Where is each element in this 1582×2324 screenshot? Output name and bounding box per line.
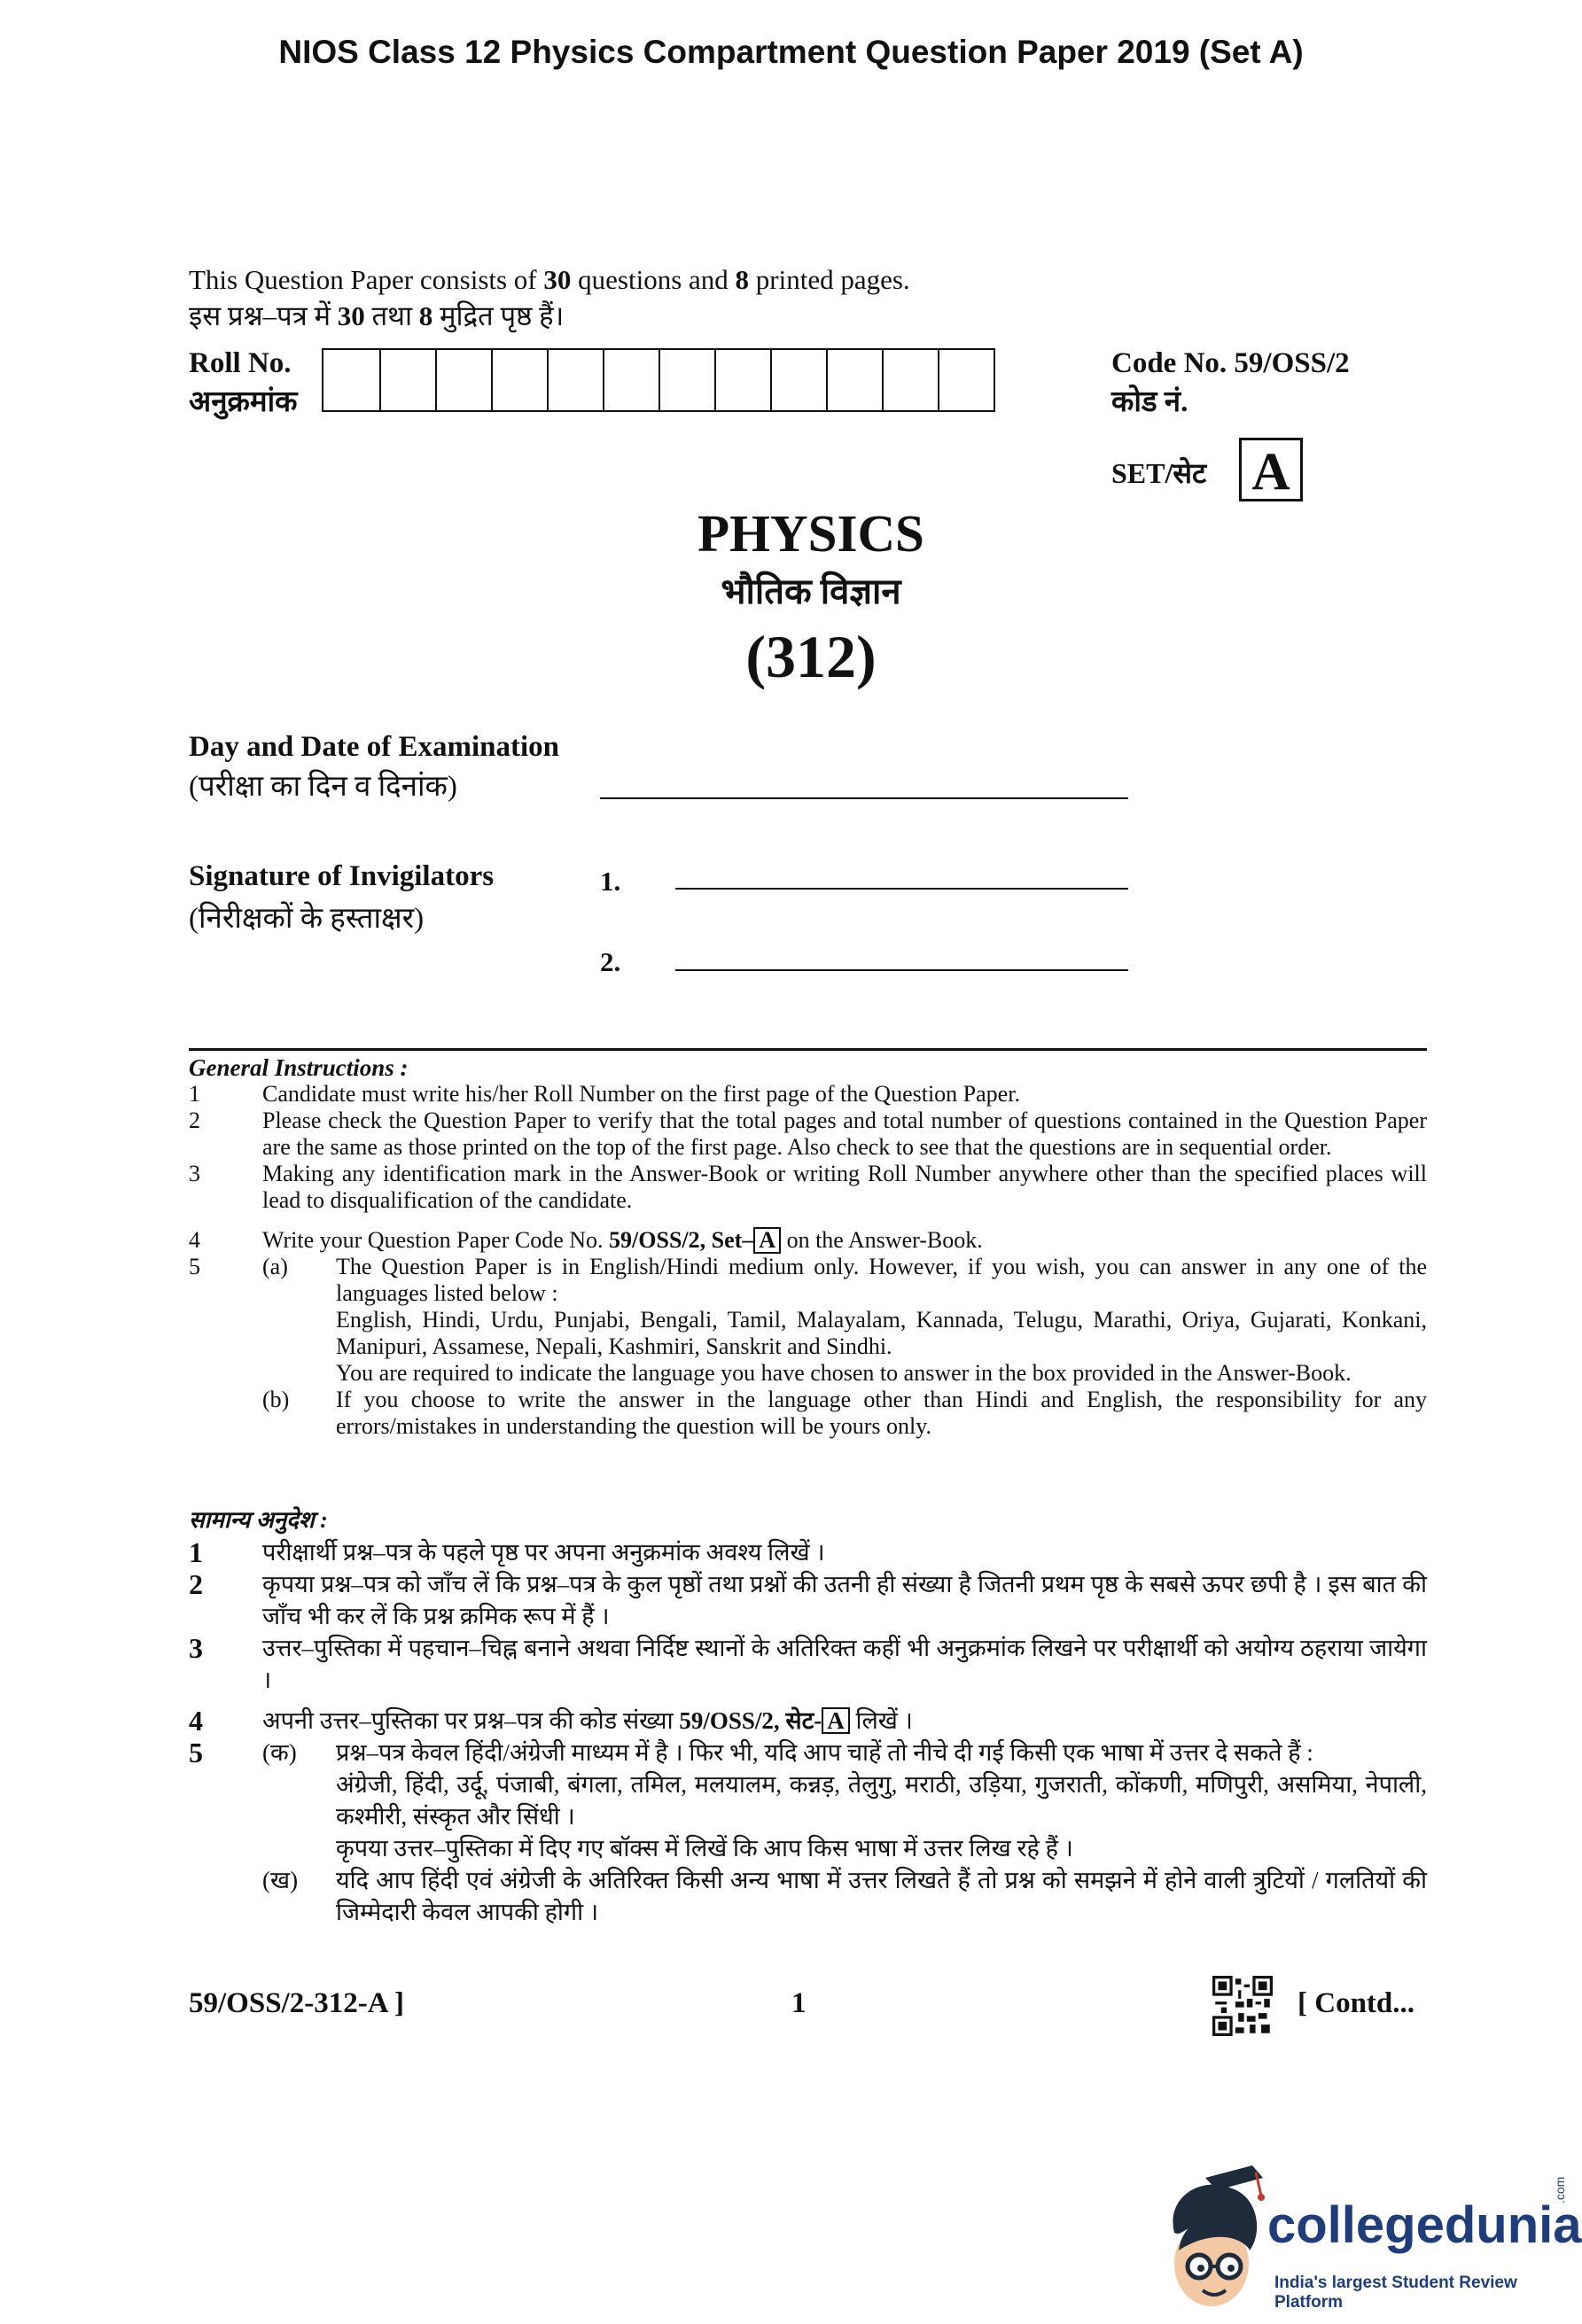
subject-name-hi: भौतिक विज्ञान — [721, 571, 901, 611]
set-label: SET/सेट — [1111, 457, 1207, 489]
signature-label-en: Signature of Invigilators — [189, 860, 495, 892]
footer-paper-code: 59/OSS/2-312-A ] — [189, 1987, 404, 2019]
consists-en: This Question Paper consists of 30 questions and 8 printed pages. — [189, 264, 910, 295]
day-date-label-hi: (परीक्षा का दिन व दिनांक) — [189, 771, 457, 803]
instruction-item: 1 Candidate must write his/her Roll Number on the first page of the Question Paper. — [189, 1081, 1020, 1107]
general-instructions-en — [189, 1054, 1427, 1440]
roll-number-cell[interactable] — [826, 350, 882, 410]
consists-hi: इस प्रश्न–पत्र में 30 तथा 8 मुद्रित पृष्ठ हैं। — [189, 300, 565, 331]
roll-number-cell[interactable] — [379, 350, 435, 410]
subject-heading — [620, 500, 1001, 696]
brand-tagline: India's largest Student Review Platform — [1274, 2273, 1517, 2312]
instruction-item: 3 Making any identification mark in the Answer-Book or writing Roll Number anywhere other than the specified places will lead to disqualification of the candidate. — [189, 1161, 1427, 1213]
code-value: 59/OSS/2 — [1234, 347, 1350, 379]
roll-number-cell[interactable] — [435, 350, 491, 410]
day-date-label-en: Day and Date of Examination — [189, 731, 560, 763]
brand-logo-text: collegedunia — [1267, 2196, 1582, 2254]
paper-consists-info — [189, 261, 910, 334]
roll-number-cell[interactable] — [770, 350, 826, 410]
signature-2-number: 2. — [600, 946, 621, 977]
set-box-inline: A — [822, 1707, 850, 1734]
roll-number-cell[interactable] — [938, 350, 994, 410]
subject-name-en: PHYSICS — [697, 504, 924, 563]
banner-title: NIOS Class 12 Physics Compartment Question Paper 2019 (Set A) — [278, 34, 1304, 70]
instruction-item: 2 कृपया प्रश्न–पत्र को जाँच लें कि प्रश्न–पत्र के कुल पृष्ठों तथा प्रश्नों की उतनी ही संख्या है जितनी प्रथम पृष्ठ के सबसे ऊपर छपी है । इस बात की जाँच भी कर लें कि प्रश्न क्रमिक रूप में हैं । — [189, 1568, 1427, 1629]
pages-count: 8 — [735, 264, 750, 295]
instruction-item: 5 (क) प्रश्न–पत्र केवल हिंदी/अंग्रेजी माध्यम में है । फिर भी, यदि आप चाहें तो नीचे दी गई किसी एक भाषा में उत्तर दे सकते हैं : अंग्रेजी, हिंदी, उर्दू, पंजाबी, बंगला, तमिल, मलयालम, कन्नड़, तेलुगु, मराठी, उड़िया, गुजराती, कोंकणी, मणिपुरी, असमिया, नेपाली, कश्मीरी, संस्कृत और सिंधी । कृपया उत्तर–पुस्तिका में दिए गए बॉक्स में लिखें कि आप किस भाषा में उत्तर लिख रहे हैं । (ख) यदि आप हिंदी एवं अंग्रेजी के अतिरिक्त किसी अन्य भाषा में उत्तर लिखते हैं तो प्रश्न को समझने में होने वाली त्रुटियों / गलतियों की जिम्मेदारी केवल आपकी होगी । — [189, 1737, 1427, 1925]
qr-code-icon — [1212, 1976, 1273, 2036]
instruction-item: 5 (a) The Question Paper is in English/Hindi medium only. However, if you wish, you can answer in any one of the languages listed below : English, Hindi, Urdu, Punjabi, Bengali, Tamil, Malayalam, Kannada, Telugu, Marathi, Oriya, Gujarati, Konkani, Manipuri, Assamese, Nepali, Kashmiri, Sanskrit and Sindhi. You are required to indicate the language you have chosen to answer in the box provided in the Answer-Book. (b) If you choose to write the answer in the language other than Hindi and English, the responsibility for any errors/mistakes in understanding the question will be yours only. — [189, 1254, 1427, 1439]
roll-number-cell[interactable] — [323, 350, 379, 410]
general-instructions-hi — [189, 1504, 1427, 1928]
roll-number-cell[interactable] — [659, 350, 714, 410]
signature-1-number: 1. — [600, 866, 621, 897]
day-date-line[interactable] — [600, 797, 1128, 799]
set-box: A — [1239, 438, 1303, 501]
questions-count: 30 — [543, 264, 572, 295]
instruction-item: 3 उत्तर–पुस्तिका में पहचान–चिह्न बनाने अथवा निर्दिष्ट स्थानों के अतिरिक्त कहीं भी अनुक्रमांक लिखने पर परीक्षार्थी को अयोग्य ठहराया जायेगा । — [189, 1632, 1427, 1693]
instruction-item: 4 Write your Question Paper Code No. 59/OSS/2, Set– A on the Answer-Book. — [189, 1227, 983, 1253]
roll-number-cell[interactable] — [491, 350, 547, 410]
instruction-item: 4 अपनी उत्तर–पुस्तिका पर प्रश्न–पत्र की कोड संख्या 59/OSS/2, सेट- A लिखें । — [189, 1705, 913, 1737]
roll-number-cell[interactable] — [882, 350, 938, 410]
roll-number-cell[interactable] — [714, 350, 770, 410]
student-mascot-icon — [1157, 2162, 1272, 2321]
subject-code: (312) — [745, 623, 877, 690]
roll-number-cell[interactable] — [603, 350, 659, 410]
instructions-title-en: General Instructions : — [189, 1054, 409, 1081]
instruction-item: 1 परीक्षार्थी प्रश्न–पत्र के पहले पृष्ठ पर अपना अनुक्रमांक अवश्य लिखें । — [189, 1536, 825, 1568]
instructions-title-hi: सामान्य अनुदेश : — [189, 1507, 328, 1533]
set-box-inline: A — [753, 1227, 781, 1254]
roll-number-label: Roll No. अनुक्रमांक — [189, 347, 298, 418]
signature-1-line[interactable] — [675, 888, 1128, 890]
instruction-item: 2 Please check the Question Paper to verify that the total pages and total number of questions contained in the Question Paper are the same as those printed on the top of the first page. Also check to see that the questions are in sequential order. — [189, 1108, 1427, 1160]
footer-page-number: 1 — [791, 1987, 807, 2019]
footer-contd: [ Contd... — [1298, 1987, 1415, 2019]
signature-label-hi: (निरीक्षकों के हस्ताक्षर) — [189, 903, 425, 935]
brand-logo-domain: .com — [1553, 2176, 1567, 2204]
code-number: Code No. 59/OSS/2 कोड नं. — [1111, 347, 1350, 418]
roll-number-cell[interactable] — [547, 350, 603, 410]
roll-number-grid[interactable] — [322, 348, 995, 412]
section-divider — [189, 1048, 1427, 1051]
signature-2-line[interactable] — [675, 969, 1128, 971]
